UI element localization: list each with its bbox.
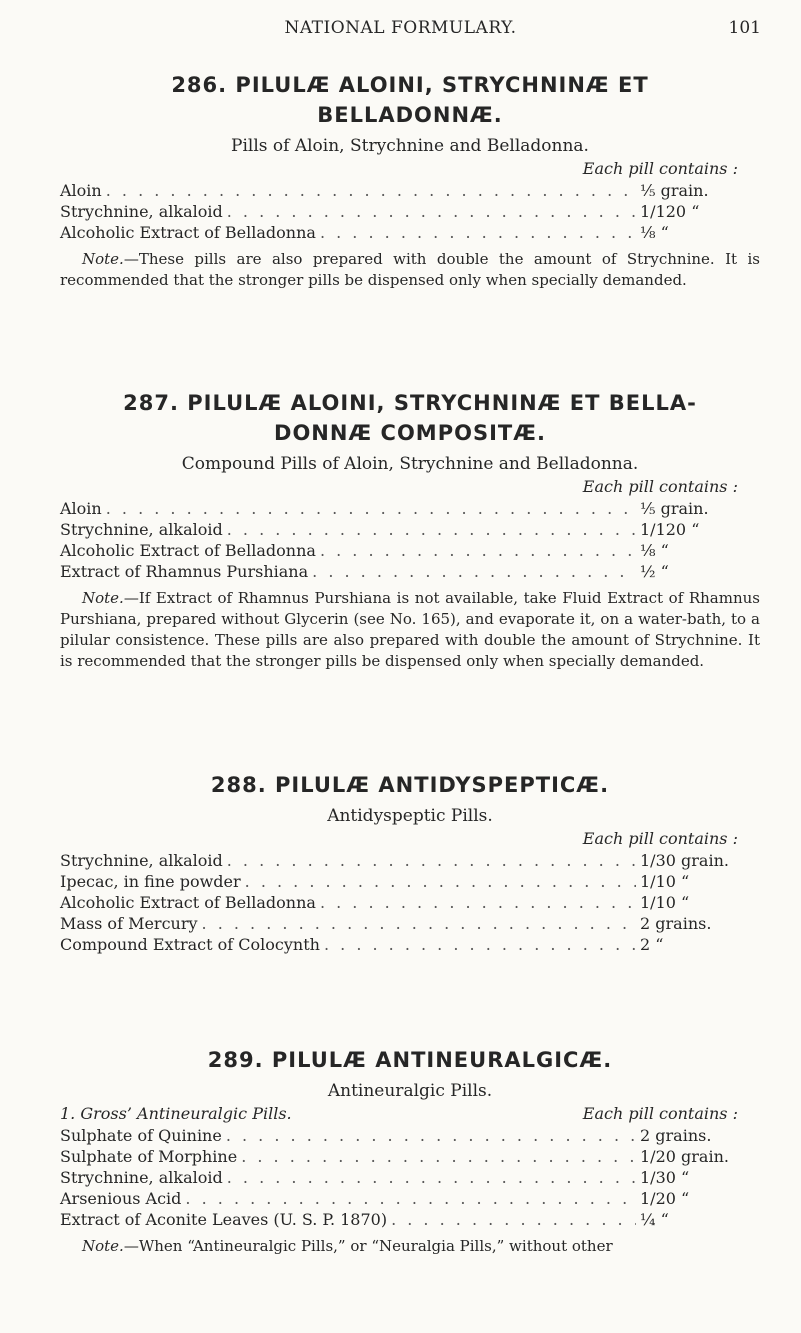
- entry-subtitle: Antidyspeptic Pills.: [327, 806, 493, 826]
- ingredient-amount: 2 “: [640, 935, 664, 954]
- ingredient-row: [60, 1167, 760, 1188]
- ingredient-name: Mass of Mercury: [60, 914, 198, 933]
- entry-287: [60, 388, 760, 672]
- leader-dots: [106, 180, 636, 201]
- leader-dots: [226, 1125, 636, 1146]
- entry-heading: 288. PILULÆ ANTIDYSPEPTICÆ.: [210, 773, 610, 797]
- leader-dots: [324, 934, 636, 955]
- ingredient-amount: 1/30 grain.: [640, 851, 729, 870]
- each-pill-label: Each pill contains :: [582, 1104, 738, 1123]
- ingredient-amount: 1/10 “: [640, 893, 690, 912]
- ingredient-name: Strychnine, alkaloid: [60, 851, 223, 870]
- ingredient-row: [60, 850, 760, 871]
- ingredient-name: Compound Extract of Colocynth: [60, 935, 320, 954]
- ingredient-name: Sulphate of Quinine: [60, 1126, 222, 1145]
- ingredient-amount: ⅕ grain.: [640, 499, 709, 518]
- leader-dots: [106, 498, 636, 519]
- ingredient-row: [60, 913, 760, 934]
- ingredient-row: [60, 540, 760, 561]
- note-label: Note.: [82, 589, 124, 607]
- ingredient-row: [60, 892, 760, 913]
- ingredient-amount: 1/30 “: [640, 1168, 690, 1187]
- ingredient-row: [60, 498, 760, 519]
- each-pill-label: Each pill contains :: [582, 159, 738, 178]
- ingredient-amount: 1/20 “: [640, 1189, 690, 1208]
- entry-subtitle: Antineuralgic Pills.: [327, 1081, 493, 1101]
- ingredient-row: [60, 1146, 760, 1167]
- note-label: Note.: [82, 250, 124, 268]
- leader-dots: [227, 519, 636, 540]
- leader-dots: [320, 222, 636, 243]
- ingredient-row: [60, 1125, 760, 1146]
- entry-note: [60, 588, 760, 672]
- entry-288: [60, 770, 760, 955]
- entry-note: [60, 1236, 760, 1257]
- entry-heading: 289. PILULÆ ANTINEURALGICÆ.: [207, 1048, 613, 1072]
- ingredient-amount: ⅛ “: [640, 541, 669, 560]
- leader-dots: [185, 1188, 636, 1209]
- ingredient-name: Alcoholic Extract of Belladonna: [60, 893, 316, 912]
- leader-dots: [312, 561, 636, 582]
- ingredient-name: Extract of Rhamnus Purshiana: [60, 562, 309, 581]
- formula-header-row: [60, 1103, 760, 1125]
- ingredient-amount: 1/120 “: [640, 520, 700, 539]
- running-header: [0, 18, 801, 48]
- leader-dots: [391, 1209, 636, 1230]
- ingredient-amount: ½ “: [640, 562, 669, 581]
- leader-dots: [202, 913, 636, 934]
- note-text: —If Extract of Rhamnus Purshiana is not available, take Fluid Extract of Rhamnus Purshiana, prepared without Glycerin (see No. 165), and evaporate it, on a water-bath, to a pilular consistence. These pills are also prepared with double the amount of Strychnine. It is recommended that the stronger pills be dispensed only when specially demanded.: [60, 589, 760, 670]
- ingredient-name: Strychnine, alkaloid: [60, 520, 223, 539]
- leader-dots: [241, 1146, 636, 1167]
- entry-heading-continued: BELLADONNÆ.: [317, 103, 503, 127]
- ingredient-amount: 2 grains.: [640, 914, 712, 933]
- page-number: 101: [728, 18, 761, 38]
- ingredient-name: Sulphate of Morphine: [60, 1147, 238, 1166]
- ingredient-row: [60, 934, 760, 955]
- ingredient-row: [60, 222, 760, 243]
- leader-dots: [227, 850, 636, 871]
- note-text: —When “Antineuralgic Pills,” or “Neuralgia Pills,” without other: [123, 1237, 613, 1255]
- leader-dots: [320, 540, 636, 561]
- each-pill-label: Each pill contains :: [582, 477, 738, 496]
- ingredient-name: Alcoholic Extract of Belladonna: [60, 223, 316, 242]
- ingredient-name: Ipecac, in fine powder: [60, 872, 241, 891]
- note-label: Note.: [82, 1237, 124, 1255]
- leader-dots: [227, 201, 636, 222]
- running-title: NATIONAL FORMULARY.: [284, 18, 517, 38]
- note-text: —These pills are also prepared with double the amount of Strychnine. It is recommended that the stronger pills be dispensed only when specially demanded.: [60, 250, 760, 289]
- ingredient-row: [60, 1209, 760, 1230]
- entry-heading: 286. PILULÆ ALOINI, STRYCHNINÆ ET: [171, 73, 649, 97]
- formula-title: 1. Gross’ Antineuralgic Pills.: [60, 1104, 292, 1123]
- entry-subtitle: Compound Pills of Aloin, Strychnine and Belladonna.: [181, 454, 639, 474]
- ingredient-row: [60, 1188, 760, 1209]
- ingredient-name: Strychnine, alkaloid: [60, 1168, 223, 1187]
- leader-dots: [320, 892, 636, 913]
- ingredient-row: [60, 180, 760, 201]
- entry-heading-continued: DONNÆ COMPOSITÆ.: [274, 421, 546, 445]
- each-pill-label: Each pill contains :: [582, 829, 738, 848]
- ingredient-amount: ¼ “: [640, 1210, 669, 1229]
- entry-note: [60, 249, 760, 291]
- ingredient-row: [60, 201, 760, 222]
- ingredient-row: [60, 871, 760, 892]
- ingredient-name: Aloin: [60, 499, 102, 518]
- ingredient-amount: ⅕ grain.: [640, 181, 709, 200]
- ingredient-name: Extract of Aconite Leaves (U. S. P. 1870): [60, 1210, 388, 1229]
- ingredient-amount: ⅛ “: [640, 223, 669, 242]
- ingredient-name: Strychnine, alkaloid: [60, 202, 223, 221]
- leader-dots: [245, 871, 636, 892]
- ingredient-row: [60, 561, 760, 582]
- ingredient-row: [60, 519, 760, 540]
- entry-heading: 287. PILULÆ ALOINI, STRYCHNINÆ ET BELLA-: [123, 391, 697, 415]
- entry-286: [60, 70, 760, 291]
- entry-subtitle: Pills of Aloin, Strychnine and Belladonna.: [231, 136, 589, 156]
- entry-289: [60, 1045, 760, 1257]
- ingredient-name: Arsenious Acid: [60, 1189, 182, 1208]
- leader-dots: [227, 1167, 636, 1188]
- ingredient-name: Alcoholic Extract of Belladonna: [60, 541, 316, 560]
- ingredient-amount: 1/10 “: [640, 872, 690, 891]
- ingredient-amount: 1/20 grain.: [640, 1147, 729, 1166]
- ingredient-name: Aloin: [60, 181, 102, 200]
- ingredient-amount: 2 grains.: [640, 1126, 712, 1145]
- ingredient-amount: 1/120 “: [640, 202, 700, 221]
